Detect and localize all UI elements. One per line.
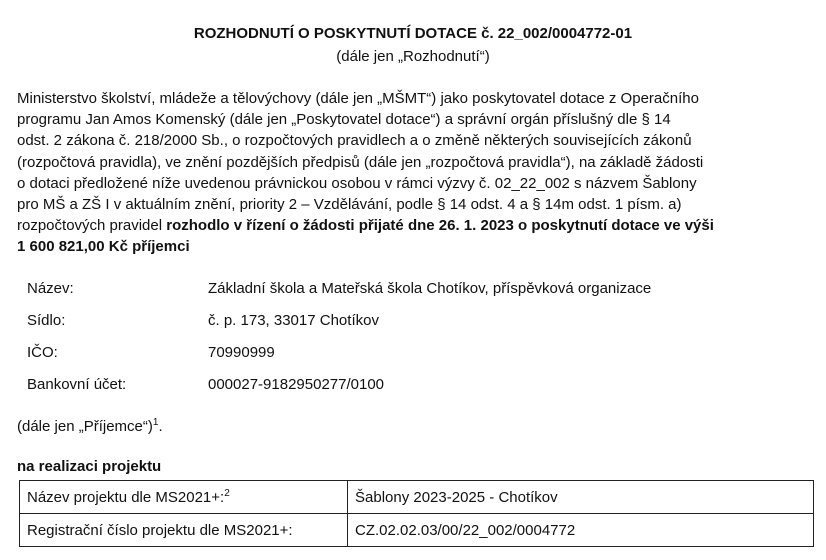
intro-line: (rozpočtová pravidla), ve znění pozdějších předpisů (dále jen „rozpočtová pravidla“), na základě žádosti [17,153,704,171]
grant-amount: 1 600 821,00 Kč příjemci [17,238,190,256]
project-name-label: Název projektu dle MS2021+: [27,488,225,506]
recipient-bank-account: 000027-9182950277/0100 [208,376,385,393]
footnote-ref[interactable]: 1 [152,417,159,428]
intro-line: o dotaci předložené níže uvedenou právnickou osobou v rámci výzvy č. 02_22_002 s názvem Šablony [17,174,697,192]
recipient-note [17,418,163,435]
recipient-note-text: (dále jen „Příjemce“) [17,418,153,435]
footnote-ref[interactable]: 2 [224,487,230,499]
intro-line-decision [17,215,797,236]
decision-statement: rozhodlo v řízení o žádosti přijaté dne 26. 1. 2023 o poskytnutí dotace ve výši [166,217,714,235]
table-row [20,514,814,547]
project-heading: na realizaci projektu [17,458,162,475]
table-cell-value: Šablony 2023-2025 - Chotíkov [348,481,814,514]
document-subtitle: (dále jen „Rozhodnutí“) [336,48,490,65]
field-label: Název: [27,280,74,297]
intro-line: pro MŠ a ZŠ I v aktuálním znění, priority 2 – Vzdělávání, podle § 14 odst. 4 a § 14m odst. 1 písm. a) [17,196,682,214]
intro-line: Ministerstvo školství, mládeže a tělovýchovy (dále jen „MŠMT“) jako poskytovatel dotace z Operačního [17,90,699,107]
intro-line: programu Jan Amos Komenský (dále jen „Poskytovatel dotace“) a správní orgán příslušný dle § 14 [17,111,671,129]
document-title: ROZHODNUTÍ O POSKYTNUTÍ DOTACE č. 22_002/0004772-01 [193,25,633,42]
intro-paragraph [17,88,797,258]
table-row [20,481,814,514]
field-label: Sídlo: [27,312,66,329]
field-label: Bankovní účet: [27,376,127,393]
recipient-name: Základní škola a Mateřská škola Chotíkov, příspěvková organizace [208,280,652,297]
project-table [19,480,814,547]
table-cell-label [20,481,348,514]
intro-line-plain: rozpočtových pravidel [17,217,167,235]
recipient-note-end: . [158,418,163,435]
recipient-ico: 70990999 [208,344,275,361]
intro-line: odst. 2 zákona č. 218/2000 Sb., o rozpočtových pravidlech a o změně některých souvisejících zákonů [17,132,692,150]
table-cell-label: Registrační číslo projektu dle MS2021+: [20,514,348,547]
table-cell-value: CZ.02.02.03/00/22_002/0004772 [348,514,814,547]
recipient-address: č. p. 173, 33017 Chotíkov [208,312,379,329]
field-label: IČO: [27,344,58,361]
